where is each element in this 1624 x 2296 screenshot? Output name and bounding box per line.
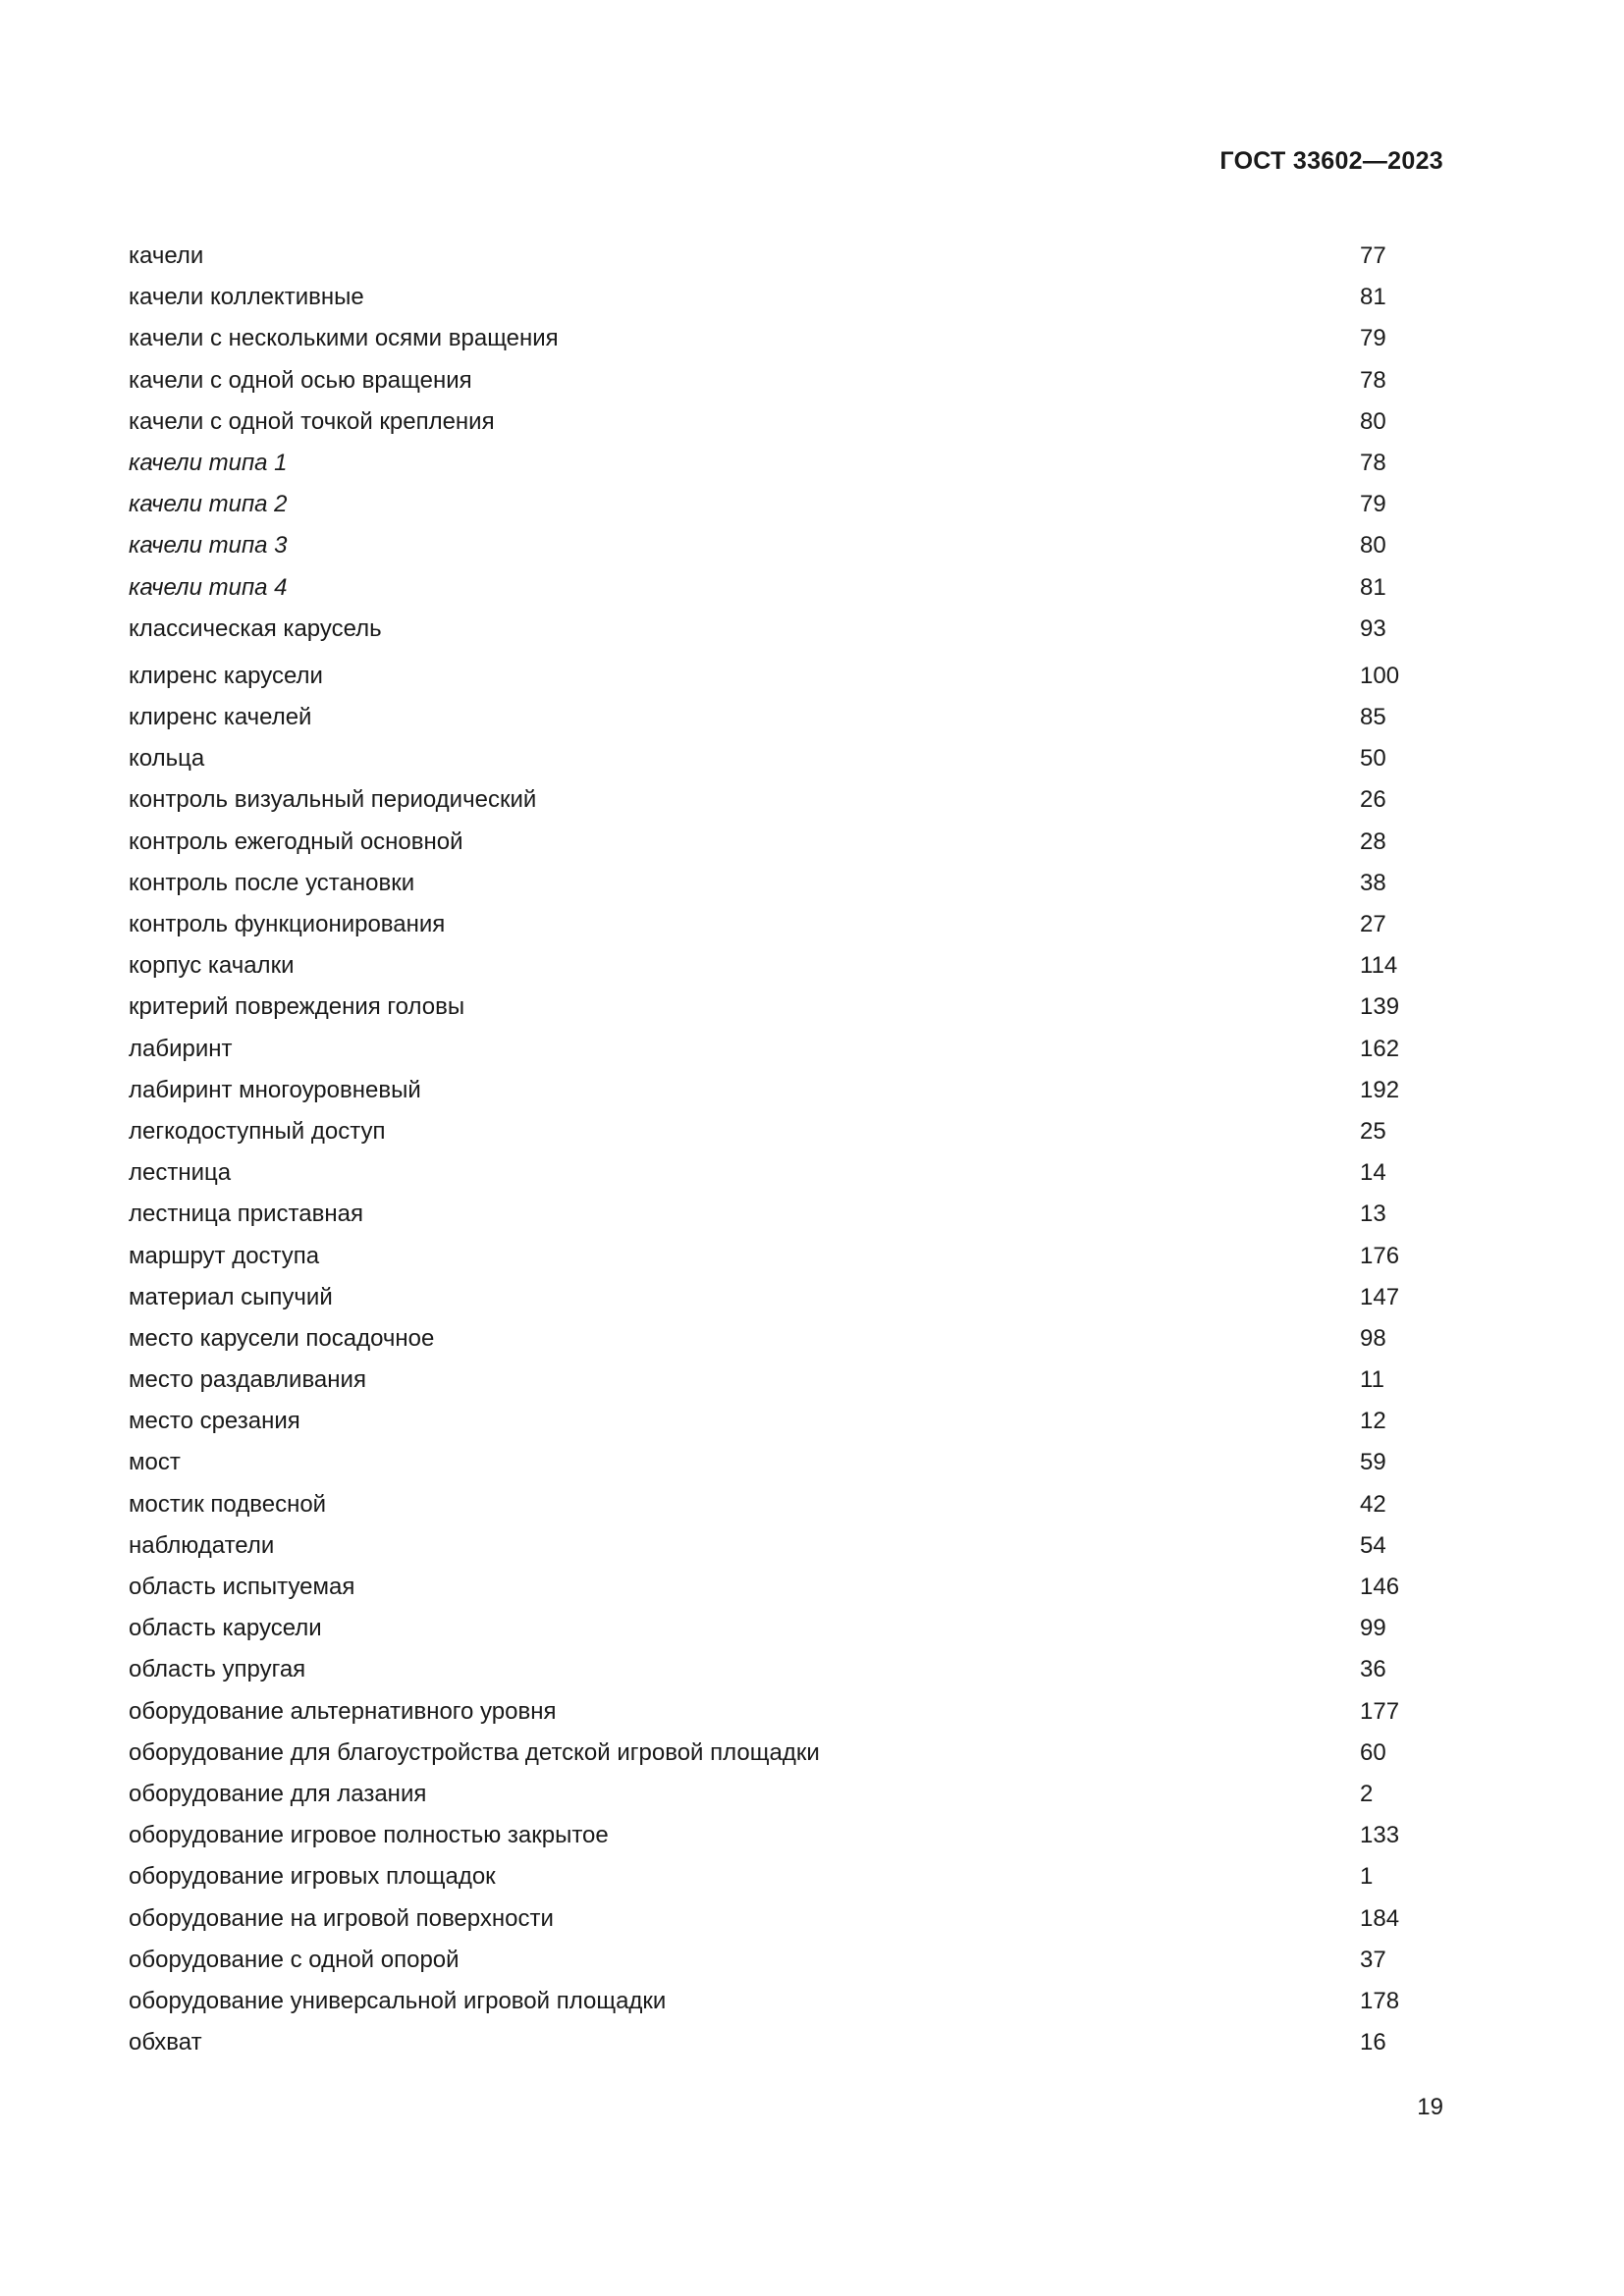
index-entry	[129, 1861, 1444, 1902]
index-term-number: 146	[1360, 1574, 1400, 1600]
index-entry	[129, 909, 1444, 950]
index-term-number: 80	[1360, 532, 1386, 560]
index-term-number: 78	[1360, 449, 1386, 476]
alphabetical-index	[129, 240, 1444, 2068]
index-term-number: 16	[1360, 2029, 1386, 2056]
index-term: место карусели посадочное	[129, 1324, 435, 1352]
index-term-number: 42	[1360, 1490, 1386, 1518]
index-term-number: 93	[1360, 614, 1386, 642]
index-term: лабиринт	[129, 1035, 233, 1062]
index-term: оборудование на игровой поверхности	[129, 1904, 554, 1932]
index-term: качели коллективные	[129, 284, 364, 311]
index-entry	[129, 2027, 1444, 2068]
index-entry	[129, 827, 1444, 868]
index-term-number: 139	[1360, 993, 1400, 1021]
index-term: область испытуемая	[129, 1574, 355, 1600]
index-entry	[129, 448, 1444, 489]
index-entry	[129, 1696, 1444, 1737]
index-entry	[129, 1116, 1444, 1157]
index-term: место срезания	[129, 1408, 300, 1435]
index-entry	[129, 406, 1444, 448]
index-entry	[129, 1572, 1444, 1613]
index-term: качели типа 3	[129, 532, 288, 560]
index-entry	[129, 365, 1444, 406]
index-entry	[129, 1323, 1444, 1364]
index-entry	[129, 1530, 1444, 1572]
index-entry	[129, 489, 1444, 530]
index-term-number: 147	[1360, 1283, 1400, 1310]
index-entry	[129, 743, 1444, 784]
index-entry	[129, 991, 1444, 1033]
index-entry	[129, 1654, 1444, 1695]
index-term-number: 133	[1360, 1822, 1400, 1849]
index-term: качели типа 1	[129, 449, 288, 476]
index-term-number: 2	[1360, 1780, 1374, 1807]
index-entry	[129, 1779, 1444, 1820]
index-term: оборудование игровых площадок	[129, 1863, 496, 1891]
index-term-number: 176	[1360, 1242, 1400, 1269]
index-term: маршрут доступа	[129, 1242, 320, 1269]
index-entry	[129, 530, 1444, 571]
index-term-number: 177	[1360, 1697, 1400, 1725]
index-term-number: 81	[1360, 284, 1386, 311]
index-term-number: 37	[1360, 1946, 1386, 1973]
index-term-number: 25	[1360, 1117, 1386, 1145]
index-term: качели типа 2	[129, 491, 288, 518]
index-term: качели с несколькими осями вращения	[129, 325, 559, 352]
page-number: 19	[1417, 2094, 1443, 2120]
index-entry	[129, 282, 1444, 323]
index-term: мостик подвесной	[129, 1490, 327, 1518]
index-term-number: 99	[1360, 1615, 1386, 1642]
index-entry	[129, 1075, 1444, 1116]
index-term: качели типа 4	[129, 573, 288, 601]
index-term: оборудование для лазания	[129, 1780, 427, 1807]
index-term-number: 79	[1360, 491, 1386, 518]
index-term: место раздавливания	[129, 1366, 366, 1394]
index-term: область карусели	[129, 1615, 322, 1642]
index-term-number: 184	[1360, 1904, 1400, 1932]
index-entry	[129, 868, 1444, 909]
index-term: оборудование универсальной игровой площадки	[129, 1987, 667, 2014]
index-term: оборудование с одной опорой	[129, 1946, 460, 1973]
index-term-number: 80	[1360, 407, 1386, 435]
index-term: лестница приставная	[129, 1201, 363, 1228]
index-term: контроль функционирования	[129, 911, 446, 937]
index-term: оборудование для благоустройства детской игровой площадки	[129, 1738, 820, 1766]
index-entry	[129, 1489, 1444, 1530]
index-entry	[129, 1903, 1444, 1945]
index-entry	[129, 661, 1444, 702]
index-entry	[129, 1945, 1444, 1986]
index-entry	[129, 1241, 1444, 1282]
index-term: материал сыпучий	[129, 1283, 333, 1310]
index-term: кольца	[129, 745, 205, 773]
index-term: контроль ежегодный основной	[129, 828, 463, 855]
index-term: контроль визуальный периодический	[129, 786, 537, 814]
index-term: качели с одной точкой крепления	[129, 407, 495, 435]
index-entry	[129, 614, 1444, 655]
index-term-number: 13	[1360, 1201, 1386, 1228]
index-term-number: 98	[1360, 1324, 1386, 1352]
index-term: корпус качалки	[129, 952, 295, 980]
index-term-number: 77	[1360, 242, 1386, 269]
index-entry	[129, 572, 1444, 614]
index-entry	[129, 1364, 1444, 1406]
index-term-number: 178	[1360, 1987, 1400, 2014]
index-entry	[129, 1447, 1444, 1488]
index-entry	[129, 1820, 1444, 1861]
index-term-number: 27	[1360, 911, 1386, 937]
index-term: обхват	[129, 2029, 202, 2056]
index-term-number: 79	[1360, 325, 1386, 352]
index-entry	[129, 1986, 1444, 2027]
index-entry	[129, 1613, 1444, 1654]
index-term-number: 192	[1360, 1076, 1400, 1103]
index-term-number: 162	[1360, 1035, 1400, 1062]
index-entry	[129, 950, 1444, 991]
index-term: наблюдатели	[129, 1531, 275, 1559]
index-entry	[129, 784, 1444, 826]
index-term-number: 1	[1360, 1863, 1374, 1891]
index-term: контроль после установки	[129, 869, 415, 896]
document-code: ГОСТ 33602—2023	[1219, 147, 1443, 175]
index-term-number: 100	[1360, 662, 1400, 689]
index-entry	[129, 702, 1444, 743]
index-term-number: 12	[1360, 1408, 1386, 1435]
index-entry	[129, 1034, 1444, 1075]
index-entry	[129, 1282, 1444, 1323]
index-term-number: 54	[1360, 1531, 1386, 1559]
index-term: клиренс карусели	[129, 662, 323, 689]
index-term: качели	[129, 242, 204, 269]
index-term-number: 60	[1360, 1738, 1386, 1766]
index-entry	[129, 1199, 1444, 1240]
index-term: оборудование альтернативного уровня	[129, 1697, 557, 1725]
index-entry	[129, 1406, 1444, 1447]
index-term-number: 14	[1360, 1159, 1386, 1187]
index-term-number: 26	[1360, 786, 1386, 814]
index-entry	[129, 323, 1444, 364]
index-term: критерий повреждения головы	[129, 993, 465, 1021]
index-entry	[129, 240, 1444, 282]
index-term: оборудование игровое полностью закрытое	[129, 1822, 609, 1849]
index-term-number: 50	[1360, 745, 1386, 773]
index-term-number: 38	[1360, 869, 1386, 896]
index-term: классическая карусель	[129, 614, 382, 642]
index-term-number: 114	[1360, 952, 1398, 980]
index-term: область упругая	[129, 1656, 306, 1683]
index-term-number: 28	[1360, 828, 1386, 855]
index-entry	[129, 1737, 1444, 1779]
index-term: мост	[129, 1449, 181, 1476]
index-term: лестница	[129, 1159, 232, 1187]
index-term: качели с одной осью вращения	[129, 366, 472, 394]
index-term-number: 85	[1360, 704, 1386, 731]
index-entry	[129, 1157, 1444, 1199]
index-term: лабиринт многоуровневый	[129, 1076, 421, 1103]
index-term: легкодоступный доступ	[129, 1117, 386, 1145]
index-term: клиренс качелей	[129, 704, 312, 731]
index-term-number: 36	[1360, 1656, 1386, 1683]
index-term-number: 81	[1360, 573, 1386, 601]
index-term-number: 11	[1360, 1366, 1384, 1394]
index-term-number: 59	[1360, 1449, 1386, 1476]
index-term-number: 78	[1360, 366, 1386, 394]
